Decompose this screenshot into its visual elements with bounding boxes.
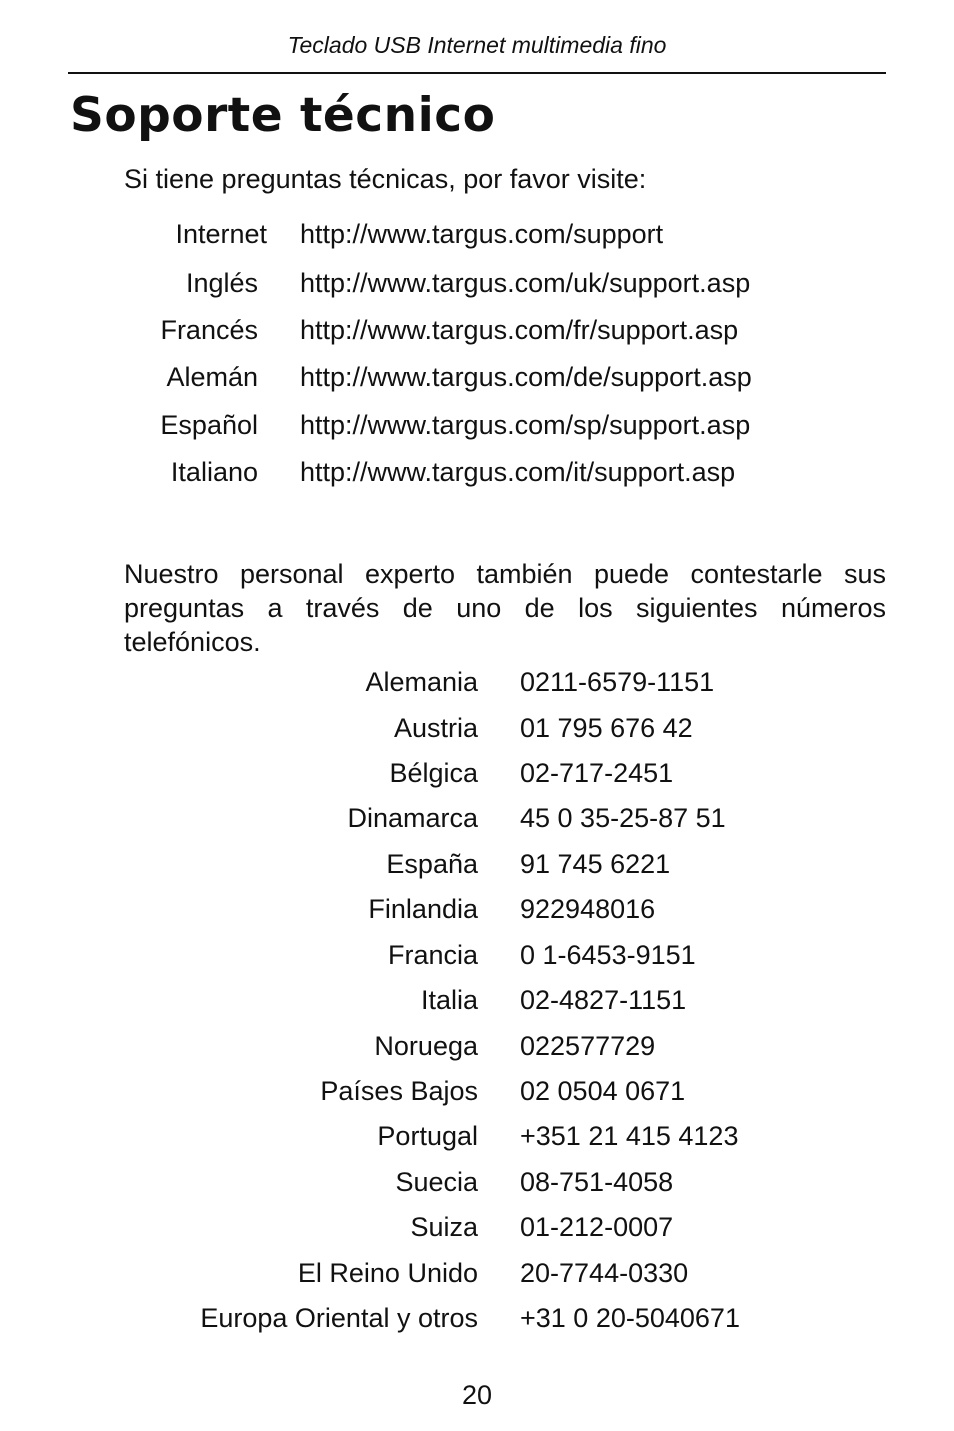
website-url-link[interactable]: http://www.targus.com/sp/support.asp [300,410,751,440]
phone-row [0,940,954,974]
website-url-link[interactable]: http://www.targus.com/uk/support.asp [300,268,751,298]
phone-country: Suecia [395,1167,478,1197]
intro-text: Si tiene preguntas técnicas, por favor visite: [124,164,647,194]
phone-country: Dinamarca [347,803,478,833]
header-rule [68,72,886,74]
phone-country: Bélgica [389,758,478,788]
phone-row [0,1167,954,1201]
website-url-link[interactable]: http://www.targus.com/de/support.asp [300,362,752,392]
website-language: Francés [160,315,258,345]
phone-number: 91 745 6221 [520,849,671,879]
phone-row [0,1076,954,1110]
phone-number: 20-7744-0330 [520,1258,689,1288]
website-row [0,315,954,349]
website-language: Español [160,410,258,440]
phone-row [0,713,954,747]
phone-number: 45 0 35-25-87 51 [520,803,726,833]
phone-row [0,1121,954,1155]
website-url-link[interactable]: http://www.targus.com/it/support.asp [300,457,736,487]
phone-number: 02-717-2451 [520,758,674,788]
phone-country: Países Bajos [320,1076,478,1106]
website-url-link[interactable]: http://www.targus.com/fr/support.asp [300,315,739,345]
phone-row [0,894,954,928]
phone-country: Italia [420,985,478,1015]
phone-number: +351 21 415 4123 [520,1121,739,1151]
website-language: Alemán [166,362,258,392]
phone-country: Austria [393,713,478,743]
phone-country: España [386,849,478,879]
phone-row [0,803,954,837]
phone-country: Suiza [410,1212,478,1242]
phone-row [0,667,954,701]
phone-country: Alemania [365,667,478,697]
phone-number: 02 0504 0671 [520,1076,686,1106]
phone-country: Noruega [374,1031,478,1061]
phone-row [0,1258,954,1292]
website-row [0,268,954,302]
phone-number: 02-4827-1151 [520,985,687,1015]
phone-row [0,849,954,883]
phone-row [0,1031,954,1065]
phone-number: 0 1-6453-9151 [520,940,696,970]
phone-number: +31 0 20-5040671 [520,1303,740,1333]
phone-intro-paragraph: Nuestro personal experto también puede contestarle sus preguntas a través de uno de los siguientes números telefónicos. [124,559,886,657]
page-title: Soporte técnico [70,88,496,143]
website-row [0,457,954,491]
phone-number: 08-751-4058 [520,1167,674,1197]
website-language: Inglés [185,268,258,298]
website-language: Internet [175,219,267,249]
running-header: Teclado USB Internet multimedia fino [287,32,667,58]
website-row [0,410,954,444]
phone-country: Europa Oriental y otros [200,1303,478,1333]
website-row [0,219,954,253]
phone-country: El Reino Unido [297,1258,478,1288]
phone-row [0,1303,954,1337]
phone-country: Finlandia [368,894,478,924]
website-language: Italiano [170,457,258,487]
phone-number: 01-212-0007 [520,1212,674,1242]
phone-country: Francia [387,940,478,970]
phone-number: 0211-6579-1151 [520,667,715,697]
phone-country: Portugal [377,1121,478,1151]
website-row [0,362,954,396]
phone-number: 922948016 [520,894,656,924]
page-number: 20 [461,1380,493,1410]
website-url-link[interactable]: http://www.targus.com/support [300,219,664,249]
phone-number: 022577729 [520,1031,656,1061]
phone-row [0,985,954,1019]
phone-row [0,758,954,792]
phone-row [0,1212,954,1246]
phone-number: 01 795 676 42 [520,713,693,743]
